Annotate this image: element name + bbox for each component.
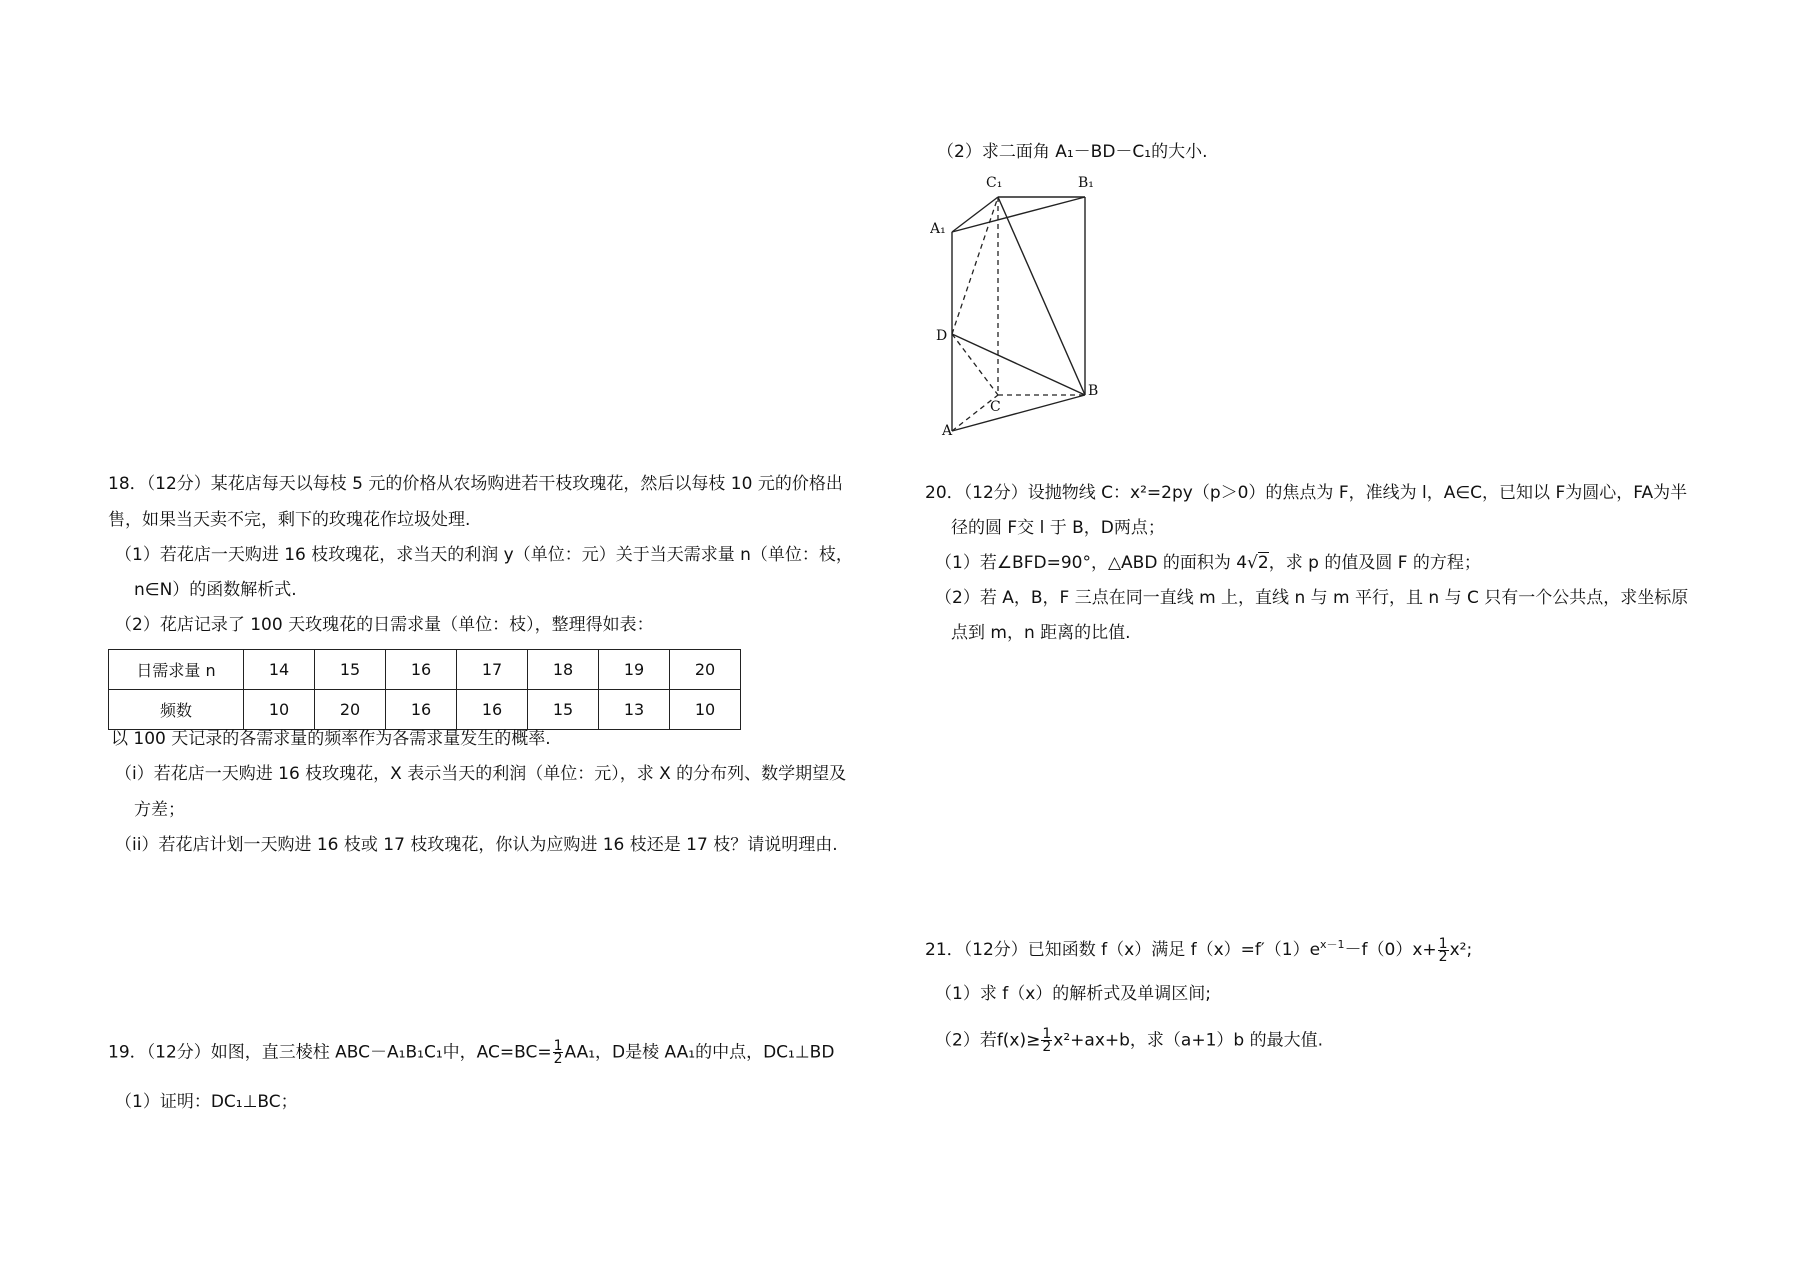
q20-line1: 20．（12分）设抛物线 C：x²=2py（p＞0）的焦点为 F，准线为 l，A∈C，已知以 F为圆心，FA为半 <box>925 483 1688 503</box>
label-a1: A₁ <box>930 221 946 237</box>
q19-part1: （1）证明：DC₁⊥BC； <box>115 1092 298 1112</box>
table-cell: 20 <box>670 650 741 690</box>
label-b: B <box>1088 383 1099 399</box>
q20-part1: （1）若∠BFD=90°，△ABD 的面积为 4√2，求 p 的值及圆 F 的方程； <box>935 553 1481 573</box>
label-d: D <box>936 328 948 344</box>
table-row <box>109 690 741 730</box>
edge-a1-b1 <box>952 197 1085 232</box>
q19-prefix: 19．（12分）如图，直三棱柱 ABC－A₁B₁C₁中，AC=BC= <box>108 1042 552 1063</box>
prism-figure <box>930 170 1140 440</box>
label-c: C <box>990 399 1001 415</box>
q21-fraction: $\frac{1}{2}$ <box>1438 935 1448 965</box>
q19-line1 <box>108 1040 834 1065</box>
q18-line2: 售，如果当天卖不完，剩下的玫瑰花作垃圾处理. <box>108 510 471 530</box>
table-cell: 19 <box>599 650 670 690</box>
edge-a-b <box>952 395 1085 431</box>
table-row <box>109 650 741 690</box>
q18-part1-line1: （1）若花店一天购进 16 枝玫瑰花，求当天的利润 y（单位：元）关于当天需求量 n（单位：枝， <box>115 545 853 565</box>
table-cell: 16 <box>386 690 457 730</box>
label-c1: C₁ <box>986 175 1003 191</box>
q21-exponent: x－1 <box>1320 938 1345 951</box>
table-cell: 15 <box>528 690 599 730</box>
edge-d-c1 <box>952 197 998 334</box>
q20-sqrt-value: 2 <box>1257 553 1269 573</box>
table-cell: 10 <box>244 690 315 730</box>
q20-part2-line2: 点到 m，n 距离的比值. <box>951 623 1131 643</box>
q18-sub-i-line1: （i）若花店一天购进 16 枝玫瑰花，X 表示当天的利润（单位：元），求 X 的分布列、数学期望及 <box>115 764 847 784</box>
q18-sub-i-line2: 方差； <box>134 800 185 820</box>
q19-fraction: $\frac{1}{2}$ <box>553 1038 563 1067</box>
edge-d-c <box>952 334 998 395</box>
table-cell: 14 <box>244 650 315 690</box>
table-header-demand: 日需求量 n <box>109 650 244 690</box>
table-cell: 10 <box>670 690 741 730</box>
q18-sub-ii-line1: （ii）若花店计划一天购进 16 枝或 17 枝玫瑰花，你认为应购进 16 枝还是 17 枝？请说明理由. <box>115 835 838 855</box>
q19-suffix: AA₁，D是棱 AA₁的中点，DC₁⊥BD <box>564 1042 835 1063</box>
table-header-frequency: 频数 <box>109 690 244 730</box>
table-cell: 17 <box>457 650 528 690</box>
sqrt-symbol: √ <box>1247 553 1258 573</box>
q20-part2-line1: （2）若 A，B，F 三点在同一直线 m 上，直线 n 与 m 平行，且 n 与 C 只有一个公共点，求坐标原 <box>935 588 1689 608</box>
edge-a1-c1 <box>952 197 998 232</box>
demand-frequency-table <box>108 649 741 730</box>
q20-line2: 径的圆 F交 l 于 B，D两点； <box>951 518 1165 538</box>
q18-part1-line2: n∈N）的函数解析式. <box>134 580 297 600</box>
label-b1: B₁ <box>1078 175 1094 191</box>
q21-part2-fraction: $\frac{1}{2}$ <box>1042 1026 1052 1055</box>
q17-part2: （2）求二面角 A₁－BD－C₁的大小. <box>937 142 1208 162</box>
table-cell: 20 <box>315 690 386 730</box>
q21-line1: 21．（12分）已知函数 f（x）满足 $f(x)=f'(1)e^{x-1}-f(0)x+$ $\frac{1}{2}$ x²; <box>925 935 1473 965</box>
q21-part1: （1）求 f（x）的解析式及单调区间; <box>935 984 1211 1004</box>
table-cell: 16 <box>386 650 457 690</box>
table-cell: 16 <box>457 690 528 730</box>
q18-line1: 18．（12分）某花店每天以每枝 5 元的价格从农场购进若干枝玫瑰花，然后以每枝 10 元的价格出 <box>108 474 843 494</box>
table-cell: 15 <box>315 650 386 690</box>
table-cell: 13 <box>599 690 670 730</box>
edge-c1-b <box>998 197 1085 395</box>
q18-part2-line1: （2）花店记录了 100 天玫瑰花的日需求量（单位：枝），整理得如表： <box>115 615 654 635</box>
table-cell: 18 <box>528 650 599 690</box>
label-a: A <box>942 423 953 439</box>
edge-d-b <box>952 334 1085 395</box>
q18-note: 以 100 天记录的各需求量的频率作为各需求量发生的概率. <box>111 729 551 749</box>
q21-part2: （2）若f(x)≥ $\frac{1}{2}$ x²+ax+b，求（a+1）b 的最大值. <box>935 1026 1324 1055</box>
